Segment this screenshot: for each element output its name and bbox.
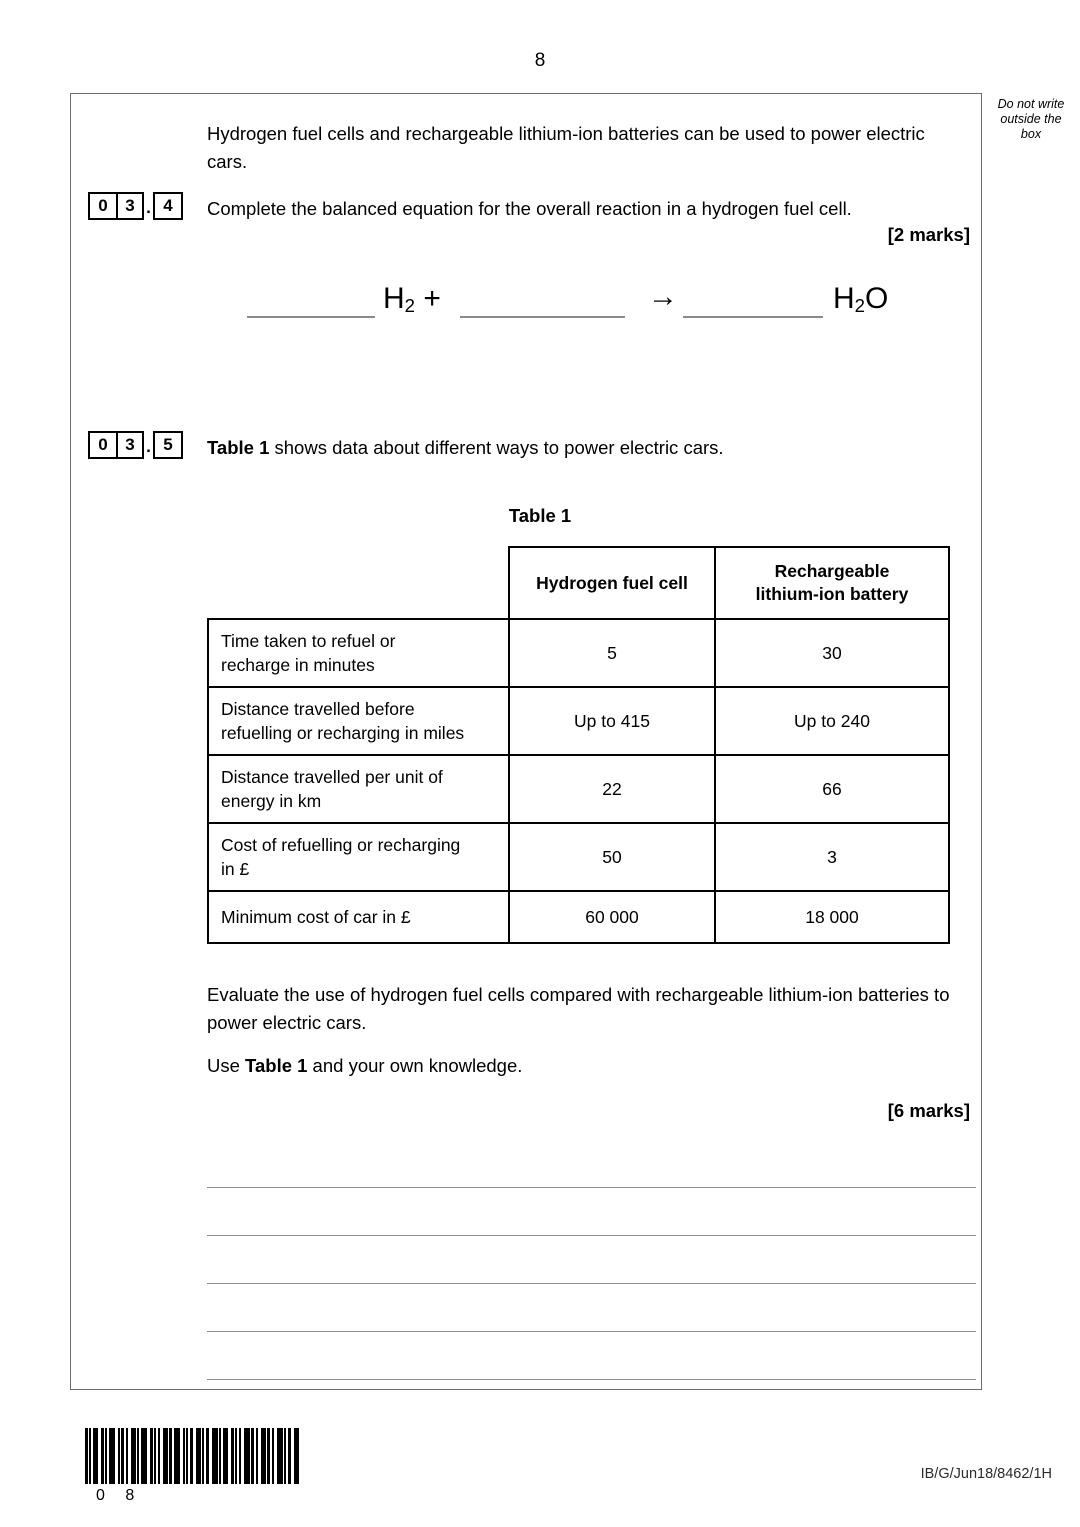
equation-term-h2: $H_2$ + xyxy=(383,282,441,317)
label-line-2: recharge in minutes xyxy=(221,655,375,675)
table-1 xyxy=(207,546,950,944)
equation-arrow-icon: → xyxy=(648,280,678,313)
header-line-1: Rechargeable xyxy=(774,561,890,581)
row-label-minimum-cost-of-car xyxy=(208,891,509,943)
question-number-03-5 xyxy=(88,431,183,459)
row-value-hydrogen: Up to 415 xyxy=(509,687,715,755)
row-value-battery: 66 xyxy=(715,755,949,823)
question-03-4-marks: [2 marks] xyxy=(887,224,970,245)
header-line-2: lithium-ion battery xyxy=(755,584,909,604)
question-03-5-marks: [6 marks] xyxy=(887,1100,970,1121)
label-line-1: Distance travelled per unit of xyxy=(221,767,443,787)
table-header-row xyxy=(208,547,949,619)
margin-note-line-2: outside the xyxy=(1000,112,1062,126)
margin-note-line-3: box xyxy=(1020,127,1042,141)
label-line-1: Minimum cost of car in £ xyxy=(221,907,411,927)
table-corner-cell xyxy=(208,547,509,619)
label-line-2: in £ xyxy=(221,859,250,879)
barcode-icon xyxy=(85,1428,300,1484)
question-03-5-prompt-bold: Table 1 xyxy=(207,437,270,458)
question-03-5-prompt-rest: shows data about different ways to power electric cars. xyxy=(269,437,724,458)
equation-blank-1[interactable] xyxy=(247,316,375,318)
use-table-bold: Table 1 xyxy=(245,1055,308,1076)
table-header-hydrogen-fuel-cell xyxy=(509,547,715,619)
equation-term-h2o: $H_2O$ xyxy=(833,282,889,317)
answer-line[interactable] xyxy=(207,1332,976,1380)
question-number-main-boxes xyxy=(88,192,144,220)
equation-blank-2[interactable] xyxy=(460,316,625,318)
question-03-5-prompt xyxy=(207,434,947,462)
equation-blank-3[interactable] xyxy=(683,316,823,318)
label-line-1: Time taken to refuel or xyxy=(221,631,396,651)
table-caption: Table 1 xyxy=(508,505,572,526)
question-03-4-prompt: Complete the balanced equation for the overall reaction in a hydrogen fuel cell. xyxy=(207,198,852,219)
reference-code: IB/G/Jun18/8462/1H xyxy=(920,1466,1052,1482)
row-label-time-to-refuel xyxy=(208,619,509,687)
table-row xyxy=(208,755,949,823)
row-value-hydrogen: 5 xyxy=(509,619,715,687)
page-number: 8 xyxy=(534,50,546,71)
intro-paragraph: Hydrogen fuel cells and rechargeable lithium-ion batteries can be used to power electric cars. xyxy=(207,123,925,172)
answer-line[interactable] xyxy=(207,1188,976,1236)
answer-line[interactable] xyxy=(207,1140,976,1188)
row-label-distance-before-refuelling xyxy=(208,687,509,755)
qnum-digit-3: 3 xyxy=(116,433,142,457)
row-value-battery: 30 xyxy=(715,619,949,687)
row-label-cost-of-refuelling xyxy=(208,823,509,891)
margin-note-line-1: Do not write xyxy=(997,97,1065,111)
table-header-rechargeable-lithium-ion-battery xyxy=(715,547,949,619)
table-row xyxy=(208,823,949,891)
qnum-separator: . xyxy=(146,198,151,217)
row-value-battery: 3 xyxy=(715,823,949,891)
qnum-sub-digit: 5 xyxy=(153,431,183,459)
label-line-2: energy in km xyxy=(221,791,322,811)
question-number-main-boxes xyxy=(88,431,144,459)
answer-line[interactable] xyxy=(207,1284,976,1332)
evaluate-line-1: Evaluate the use of hydrogen fuel cells compared with rechargeable lithium-ion xyxy=(207,984,853,1005)
row-value-hydrogen: 22 xyxy=(509,755,715,823)
header-line-1: Hydrogen fuel cell xyxy=(536,572,688,593)
label-line-1: Distance travelled before xyxy=(221,699,415,719)
row-label-distance-per-unit-energy xyxy=(208,755,509,823)
row-value-hydrogen: 60 000 xyxy=(509,891,715,943)
table-row xyxy=(208,687,949,755)
table-row xyxy=(208,619,949,687)
answer-line[interactable] xyxy=(207,1236,976,1284)
use-table-instruction xyxy=(207,1052,967,1080)
evaluate-instruction xyxy=(207,981,967,1037)
do-not-write-outside-box-note xyxy=(988,97,1074,142)
table-row xyxy=(208,891,949,943)
barcode-label: 0 8 xyxy=(96,1487,143,1504)
qnum-digit-0: 0 xyxy=(98,435,108,454)
qnum-digit-3: 3 xyxy=(116,194,142,218)
qnum-separator: . xyxy=(146,437,151,456)
qnum-sub-digit: 4 xyxy=(153,192,183,220)
use-prefix: Use xyxy=(207,1055,246,1076)
evaluate-line-2: batteries to power electric cars. xyxy=(207,984,950,1033)
balanced-equation xyxy=(205,272,965,328)
use-suffix: and your own knowledge. xyxy=(307,1055,523,1076)
label-line-2: refuelling or recharging in miles xyxy=(221,723,465,743)
row-value-battery: 18 000 xyxy=(715,891,949,943)
qnum-digit-0: 0 xyxy=(98,196,108,215)
answer-lines-area[interactable] xyxy=(207,1140,976,1380)
row-value-hydrogen: 50 xyxy=(509,823,715,891)
label-line-1: Cost of refuelling or recharging xyxy=(221,835,461,855)
question-number-03-4 xyxy=(88,192,183,220)
row-value-battery: Up to 240 xyxy=(715,687,949,755)
